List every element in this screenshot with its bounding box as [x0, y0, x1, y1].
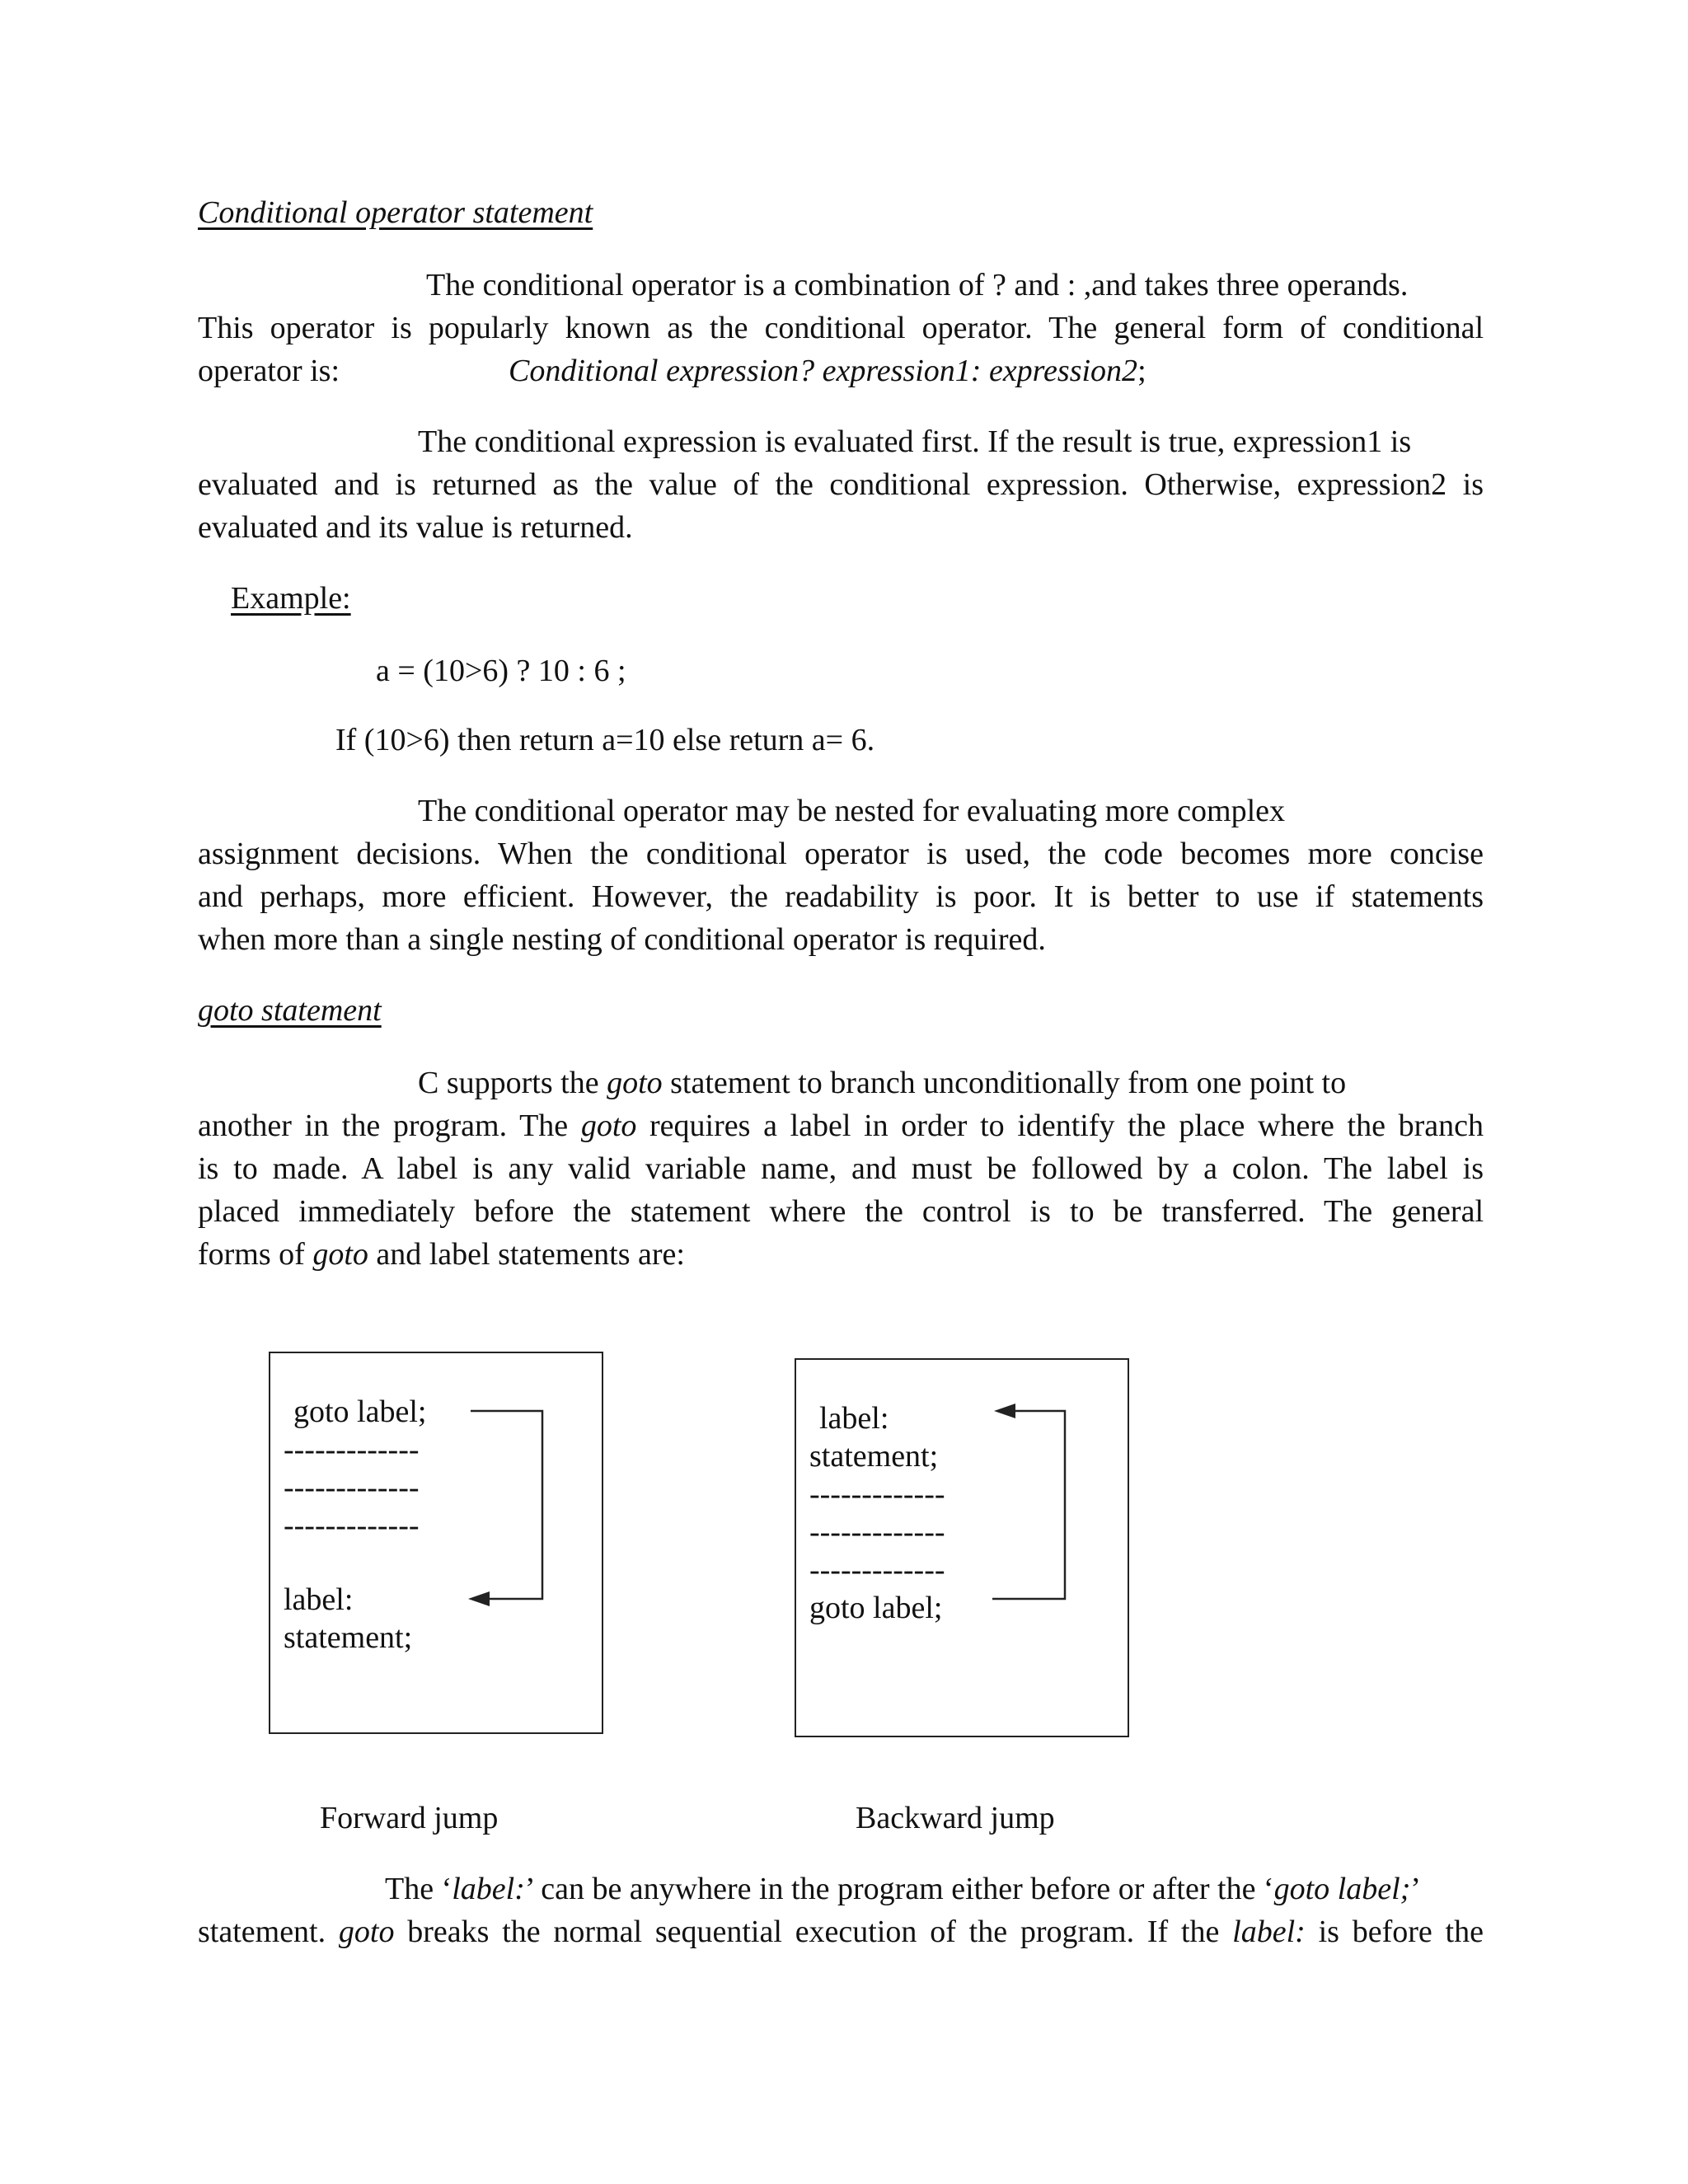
- forward-jump-arrow-icon: [462, 1401, 552, 1615]
- goto-statement-heading: goto statement: [198, 993, 382, 1028]
- forward-goto-line: goto label;: [293, 1394, 427, 1429]
- para1-line2: This operator is popularly known as the conditional operator. The general form of conditional: [198, 311, 1484, 345]
- backward-goto-line: goto label;: [809, 1591, 943, 1625]
- closing-label-term: label:: [1232, 1915, 1306, 1949]
- goto-para-line1-a: C supports the: [418, 1066, 607, 1100]
- goto-para-line5-a: forms of: [198, 1237, 313, 1272]
- example-label: Example:: [231, 581, 351, 616]
- goto-keyword: goto: [607, 1066, 663, 1100]
- example-code: a = (10>6) ? 10 : 6 ;: [376, 654, 626, 688]
- para2-line2: evaluated and is returned as the value of the conditional expression. Otherwise, expression2 is: [198, 467, 1484, 502]
- forward-dash-line: -------------: [284, 1432, 420, 1467]
- para3-line2: assignment decisions. When the conditional operator is used, the code becomes more concise: [198, 837, 1484, 871]
- goto-para-line5: [198, 1233, 685, 1276]
- para3-line1: The conditional operator may be nested for evaluating more complex: [418, 794, 1286, 828]
- example-explanation: If (10>6) then return a=10 else return a= 6.: [335, 723, 875, 757]
- para1-line1: The conditional operator is a combination of ? and : ,and takes three operands.: [426, 268, 1409, 302]
- forward-statement-line: statement;: [284, 1620, 413, 1655]
- backward-dash-line: -------------: [809, 1515, 945, 1549]
- goto-keyword: goto: [580, 1108, 637, 1143]
- closing-line1-c: ’ can be anywhere in the program either before or after the ‘: [524, 1872, 1274, 1906]
- closing-line1-e: ’: [1410, 1872, 1421, 1906]
- para3-line4: when more than a single nesting of conditional operator is required.: [198, 922, 1046, 957]
- para2-line3: evaluated and its value is returned.: [198, 510, 633, 545]
- closing-line1-a: The ‘: [385, 1872, 452, 1906]
- closing-line2-a: statement.: [198, 1915, 339, 1949]
- para3-line3: and perhaps, more efficient. However, the readability is poor. It is better to use if statements: [198, 879, 1484, 914]
- backward-jump-caption: Backward jump: [856, 1801, 1055, 1835]
- backward-label-line: label:: [819, 1401, 889, 1436]
- para2-line1: The conditional expression is evaluated first. If the result is true, expression1 is: [418, 424, 1412, 459]
- closing-line2-c: breaks the normal sequential execution of the program. If the: [394, 1915, 1233, 1949]
- goto-para-line2-c: requires a label in order to identify the place where the branch: [636, 1108, 1484, 1143]
- closing-line2: [198, 1910, 1484, 1953]
- para1-line3-start: operator is:: [198, 354, 340, 388]
- general-form-text: Conditional expression? expression1: expression2: [509, 354, 1138, 388]
- closing-line2-e: is before the: [1305, 1915, 1484, 1949]
- goto-para-line4: placed immediately before the statement where the control is to be transferred. The general: [198, 1194, 1484, 1229]
- forward-dash-line: -------------: [284, 1508, 420, 1543]
- forward-dash-line: -------------: [284, 1470, 420, 1505]
- closing-line1: [385, 1868, 1421, 1910]
- goto-para-line2-a: another in the program. The: [198, 1108, 581, 1143]
- goto-keyword: goto: [312, 1237, 368, 1272]
- general-form-semicolon: ;: [1137, 354, 1146, 388]
- goto-para-line2: [198, 1104, 1484, 1147]
- conditional-operator-heading: Conditional operator statement: [198, 195, 593, 230]
- forward-jump-caption: Forward jump: [320, 1801, 499, 1835]
- general-form-expression: [509, 349, 1146, 392]
- goto-para-line3: is to made. A label is any valid variable name, and must be followed by a colon. The label is: [198, 1151, 1484, 1186]
- backward-jump-arrow-icon: [989, 1401, 1080, 1615]
- goto-para-line1: [418, 1062, 1346, 1104]
- backward-dash-line: -------------: [809, 1553, 945, 1587]
- closing-goto-label-term: goto label;: [1273, 1872, 1411, 1906]
- goto-para-line5-c: and label statements are:: [368, 1237, 685, 1272]
- backward-dash-line: -------------: [809, 1477, 945, 1511]
- forward-label-line: label:: [284, 1582, 354, 1617]
- backward-statement-line: statement;: [809, 1439, 939, 1474]
- forward-jump-box: [269, 1352, 603, 1734]
- goto-keyword: goto: [338, 1915, 395, 1949]
- closing-label-term: label:: [452, 1872, 525, 1906]
- goto-para-line1-c: statement to branch unconditionally from one point to: [662, 1066, 1347, 1100]
